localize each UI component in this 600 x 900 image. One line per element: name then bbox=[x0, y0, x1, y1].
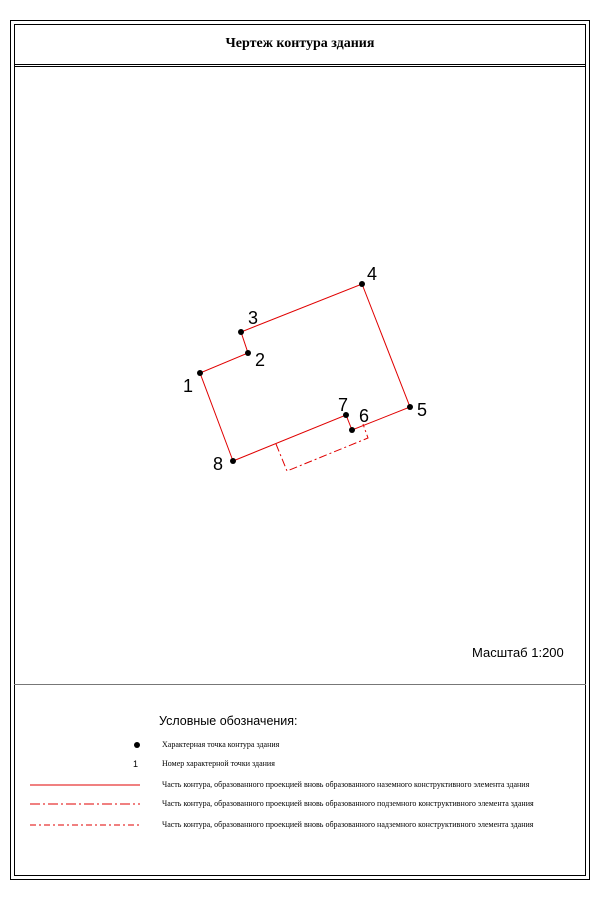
point-1-label: 1 bbox=[183, 376, 194, 396]
point-6-label: 6 bbox=[359, 406, 370, 426]
point-2-dot bbox=[245, 350, 251, 356]
dashed-red-line-icon bbox=[30, 817, 140, 833]
scale-label: Масштаб 1:200 bbox=[472, 645, 564, 660]
drawing-title: Чертеж контура здания bbox=[225, 36, 375, 51]
point-4-label: 4 bbox=[367, 264, 378, 284]
legend-item-text: Характерная точка контура здания bbox=[162, 740, 280, 749]
point-dot-icon bbox=[30, 737, 140, 753]
point-8-label: 8 bbox=[213, 454, 224, 474]
legend-title: Условные обозначения: bbox=[159, 714, 298, 728]
point-8-dot bbox=[230, 458, 236, 464]
point-5-label: 5 bbox=[417, 400, 428, 420]
point-number-symbol: 1 bbox=[133, 759, 139, 769]
legend-item-number bbox=[0, 756, 600, 772]
point-6-dot bbox=[349, 427, 355, 433]
point-4-dot bbox=[359, 281, 365, 287]
legend-divider bbox=[14, 684, 586, 685]
legend-item-text: Часть контура, образованного проекцией вновь образованного надземного конструктивного элемента здания bbox=[162, 820, 534, 829]
legend-item-text: Номер характерной точки здания bbox=[162, 759, 275, 768]
contour-solid-line bbox=[200, 284, 410, 461]
point-3-dot bbox=[238, 329, 244, 335]
point-1-dot bbox=[197, 370, 203, 376]
legend-item-text: Часть контура, образованного проекцией вновь образованного подземного конструктивного элемента здания bbox=[162, 799, 534, 808]
dash-dot-red-line-icon bbox=[30, 796, 140, 812]
legend-item-dash-dot-line bbox=[0, 796, 600, 812]
legend-item-solid-line bbox=[0, 777, 600, 793]
point-5-dot bbox=[407, 404, 413, 410]
point-2-label: 2 bbox=[255, 350, 266, 370]
legend-item-text: Часть контура, образованного проекцией вновь образованного наземного конструктивного элемента здания bbox=[162, 780, 530, 789]
point-3-label: 3 bbox=[248, 308, 259, 328]
point-7-label: 7 bbox=[338, 395, 349, 415]
legend-item-dashed-line bbox=[0, 817, 600, 833]
solid-red-line-icon bbox=[30, 777, 140, 793]
legend-item-point bbox=[0, 737, 600, 753]
